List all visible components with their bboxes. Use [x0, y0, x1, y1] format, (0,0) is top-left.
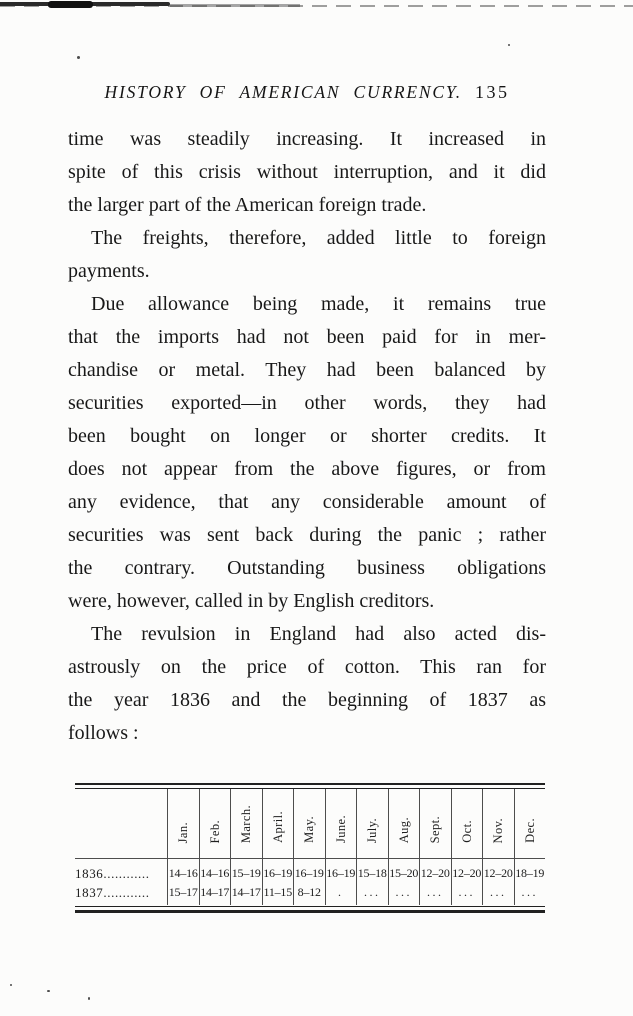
scan-artifact-ink-blob — [48, 1, 93, 8]
month-header: Oct. — [459, 820, 474, 843]
month-data — [168, 859, 199, 905]
scan-speck — [10, 984, 12, 986]
price-cell: ... — [364, 885, 381, 899]
price-cell: 12–20 — [483, 866, 513, 880]
text-line: astrously on the price of cotton. This ran for — [68, 656, 546, 678]
text-line: chandise or metal. They had been balanced by — [68, 359, 546, 381]
text-line: securities exported—in other words, they had — [68, 392, 546, 414]
text-line: were, however, called in by English creditors. — [68, 590, 435, 612]
text-line: that the imports had not been paid for in mer- — [68, 326, 546, 348]
month-data — [326, 859, 357, 905]
month-header: May. — [302, 816, 316, 843]
month-header-cell — [389, 789, 420, 859]
price-cell: 14–16 — [200, 866, 230, 880]
month-column — [325, 789, 357, 905]
month-header: March. — [239, 804, 253, 843]
text-line: time was steadily increasing. It increased in — [68, 128, 546, 150]
price-cell: 15–20 — [389, 866, 419, 880]
month-header-cell — [420, 789, 451, 859]
month-header-cell — [263, 789, 294, 859]
month-data — [515, 859, 546, 905]
scan-speck — [47, 990, 50, 992]
price-cell: 12–20 — [420, 866, 450, 880]
text-line: the year 1836 and the beginning of 1837 as — [68, 689, 546, 711]
price-cell: 15–19 — [231, 866, 261, 880]
table-bottom-rule — [75, 906, 545, 913]
price-cell: ... — [427, 885, 444, 899]
price-cell: ... — [458, 885, 475, 899]
month-column — [293, 789, 325, 905]
cotton-price-table — [75, 783, 545, 913]
text-line: the larger part of the American foreign trade. — [68, 194, 427, 216]
month-header-cell — [357, 789, 388, 859]
month-data — [263, 859, 294, 905]
price-cell: ... — [395, 885, 412, 899]
page-number: 135 — [474, 82, 510, 102]
table-stub-data — [75, 859, 167, 905]
month-column — [167, 789, 199, 905]
text-line: follows : — [68, 722, 139, 744]
month-header-cell — [452, 789, 483, 859]
month-data — [231, 859, 262, 905]
month-header: Nov. — [491, 817, 505, 843]
month-data — [294, 859, 325, 905]
price-cell: ... — [521, 885, 538, 899]
month-header: Feb. — [207, 819, 222, 843]
text-line: payments. — [68, 260, 150, 282]
scan-speck — [508, 44, 510, 46]
table-columns — [75, 789, 545, 905]
price-cell: 14–17 — [231, 885, 261, 899]
month-data — [452, 859, 483, 905]
price-cell: 8–12 — [297, 885, 321, 899]
month-data — [420, 859, 451, 905]
month-column — [230, 789, 262, 905]
page-title: HISTORY OF AMERICAN CURRENCY. — [104, 82, 462, 102]
table-stub-header — [75, 789, 167, 859]
price-cell: 12–20 — [452, 866, 482, 880]
month-column — [482, 789, 514, 905]
month-column — [419, 789, 451, 905]
month-column — [262, 789, 294, 905]
month-header: Aug. — [396, 816, 411, 843]
month-header: July. — [365, 817, 379, 843]
text-line: been bought on longer or shorter credits. It — [68, 425, 546, 447]
running-head — [68, 82, 546, 103]
text-line: Due allowance being made, it remains true — [91, 293, 546, 315]
month-data — [389, 859, 420, 905]
body-text — [68, 123, 546, 750]
text-line: any evidence, that any considerable amount of — [68, 491, 546, 513]
scan-artifact-ink-fade — [170, 4, 300, 7]
month-data — [357, 859, 388, 905]
price-cell: 15–17 — [168, 885, 198, 899]
month-header-cell — [294, 789, 325, 859]
month-column — [356, 789, 388, 905]
price-cell: 14–17 — [200, 885, 230, 899]
month-header: Jan. — [176, 821, 190, 843]
month-header: June. — [333, 814, 348, 843]
month-header-cell — [168, 789, 199, 859]
month-header-cell — [200, 789, 231, 859]
month-header: Sept. — [428, 815, 442, 843]
price-cell: 15–18 — [357, 866, 387, 880]
price-cell: . — [338, 885, 344, 899]
month-column — [388, 789, 420, 905]
month-header-cell — [231, 789, 262, 859]
month-header-cell — [515, 789, 546, 859]
price-cell: ... — [490, 885, 507, 899]
price-cell: 16–19 — [294, 866, 324, 880]
month-header: April. — [270, 811, 285, 843]
price-cell: 11–15 — [263, 885, 293, 899]
scan-speck — [88, 997, 90, 1000]
price-cell: 16–19 — [263, 866, 293, 880]
text-line: The revulsion in England had also acted dis- — [91, 623, 546, 645]
month-column — [514, 789, 546, 905]
text-line: securities was sent back during the panic ; rather — [68, 524, 546, 546]
month-column — [451, 789, 483, 905]
text-line: The freights, therefore, added little to foreign — [91, 227, 546, 249]
row-label: 1836............ — [75, 866, 150, 881]
table-stub-column — [75, 789, 167, 905]
price-cell: 14–16 — [168, 866, 198, 880]
price-cell: 18–19 — [515, 866, 545, 880]
text-line: does not appear from the above figures, or from — [68, 458, 546, 480]
month-header: Dec. — [522, 818, 537, 843]
text-line: the contrary. Outstanding business obligations — [68, 557, 546, 579]
scan-speck — [77, 56, 80, 59]
month-header-cell — [326, 789, 357, 859]
month-column — [199, 789, 231, 905]
month-data — [483, 859, 514, 905]
row-label: 1837............ — [75, 885, 150, 900]
month-header-cell — [483, 789, 514, 859]
month-data — [200, 859, 231, 905]
text-line: spite of this crisis without interruption, and it did — [68, 161, 546, 183]
price-cell: 16–19 — [326, 866, 356, 880]
